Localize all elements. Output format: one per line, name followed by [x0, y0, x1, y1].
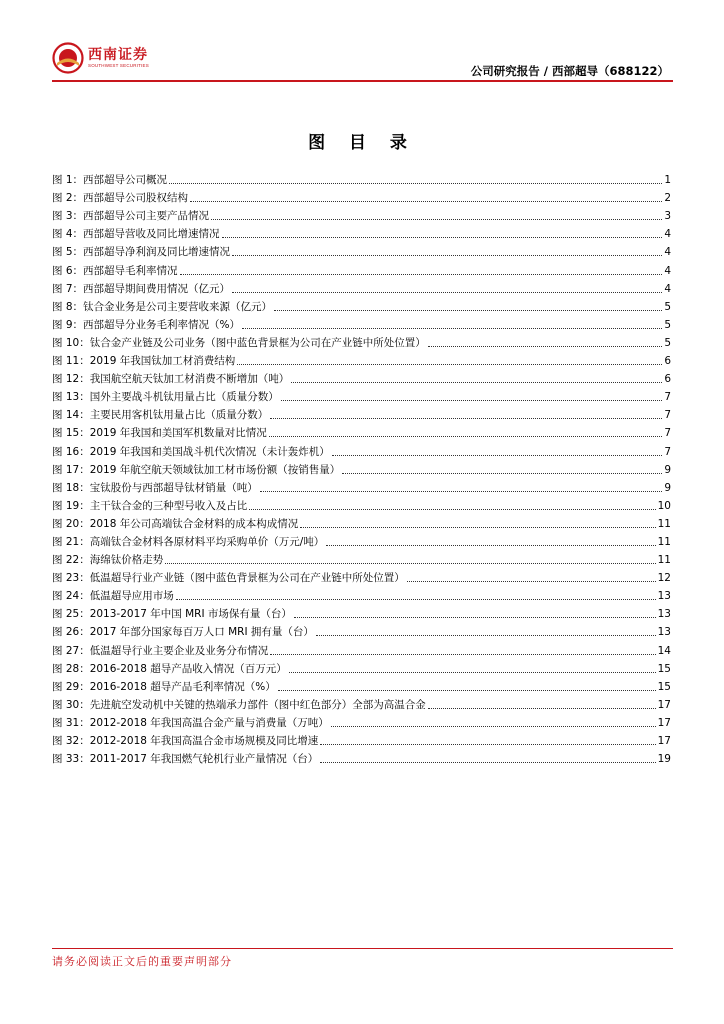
- toc-leader-dots: [180, 274, 663, 275]
- toc-entry-label: 图 27：低温超导行业主要企业及业务分布情况: [52, 644, 269, 657]
- toc-entry[interactable]: [52, 314, 671, 332]
- toc-leader-dots: [222, 237, 663, 238]
- toc-entry[interactable]: [52, 658, 671, 676]
- toc-entry-label: 图 29：2016-2018 超导产品毛利率情况（%）: [52, 680, 276, 693]
- toc-entry[interactable]: [52, 332, 671, 350]
- toc-entry-label: 图 26：2017 年部分国家每百万人口 MRI 拥有量（台）: [52, 626, 314, 639]
- toc-leader-dots: [407, 581, 656, 582]
- toc-entry[interactable]: [52, 296, 671, 314]
- toc-leader-dots: [270, 654, 655, 655]
- toc-entry-page: 19: [657, 753, 671, 766]
- toc-leader-dots: [242, 328, 662, 329]
- brand-name-cn: 西南证券: [88, 47, 148, 63]
- toc-entry[interactable]: [52, 621, 671, 639]
- toc-leader-dots: [176, 599, 656, 600]
- toc-leader-dots: [278, 690, 656, 691]
- toc-leader-dots: [428, 346, 663, 347]
- toc-entry[interactable]: [52, 459, 671, 477]
- toc-leader-dots: [169, 183, 662, 184]
- toc-entry-label: 图 3：西部超导公司主要产品情况: [52, 210, 210, 223]
- toc-leader-dots: [294, 617, 656, 618]
- toc-entry-page: 7: [664, 409, 671, 422]
- toc-entry-page: 4: [664, 282, 671, 295]
- toc-entry-label: 图 10：钛合金产业链及公司业务（图中蓝色背景框为公司在产业链中所处位置）: [52, 336, 426, 349]
- toc-entry[interactable]: [52, 169, 671, 187]
- toc-leader-dots: [232, 255, 662, 256]
- toc-leader-dots: [274, 310, 662, 311]
- toc-entry[interactable]: [52, 567, 671, 585]
- toc-entry-page: 5: [664, 336, 671, 349]
- toc-entry-label: 图 13：国外主要战斗机钛用量占比（质量分数）: [52, 391, 279, 404]
- toc-entry-page: 13: [657, 608, 671, 621]
- toc-leader-dots: [300, 527, 655, 528]
- toc-entry[interactable]: [52, 223, 671, 241]
- toc-entry-label: 图 31：2012-2018 年我国高温合金产量与消费量（万吨）: [52, 716, 329, 729]
- toc-entry[interactable]: [52, 422, 671, 440]
- toc-entry-label: 图 24：低温超导应用市场: [52, 590, 174, 603]
- toc-entry-label: 图 32：2012-2018 年我国高温合金市场规模及同比增速: [52, 735, 319, 747]
- toc-entry[interactable]: [52, 495, 671, 513]
- toc-leader-dots: [249, 509, 655, 510]
- toc-entry[interactable]: [52, 259, 671, 277]
- toc-entry-label: 图 11：2019 年我国钛加工材消费结构: [52, 355, 236, 368]
- toc-entry-label: 图 25：2013-2017 年中国 MRI 市场保有量（台）: [52, 608, 292, 621]
- toc-entry-page: 5: [664, 318, 671, 331]
- toc-entry-page: 11: [657, 554, 671, 567]
- toc-entry-label: 图 20：2018 年公司高端钛合金材料的成本构成情况: [52, 517, 299, 530]
- toc-entry-label: 图 8：钛合金业务是公司主要营收来源（亿元）: [52, 300, 273, 313]
- toc-entry-page: 9: [664, 463, 671, 476]
- toc-entry[interactable]: [52, 350, 671, 368]
- toc-entry-page: 7: [664, 427, 671, 440]
- toc-entry-label: 图 6：西部超导毛利率情况: [52, 264, 178, 277]
- footer-divider: [52, 948, 673, 949]
- toc-leader-dots: [270, 418, 662, 419]
- toc-entry-label: 图 2：西部超导公司股权结构: [52, 192, 189, 205]
- toc-entry-page: 9: [664, 481, 671, 494]
- toc-leader-dots: [331, 726, 656, 727]
- toc-entry[interactable]: [52, 440, 671, 458]
- toc-title: 图 目 录: [308, 133, 416, 153]
- toc-entry-page: 4: [664, 228, 671, 241]
- toc-leader-dots: [281, 400, 663, 401]
- toc-entry-label: 图 15：2019 年我国和美国军机数量对比情况: [52, 427, 267, 440]
- toc-entry-page: 13: [657, 590, 671, 603]
- toc-entry[interactable]: [52, 585, 671, 603]
- toc-leader-dots: [260, 491, 663, 492]
- toc-leader-dots: [326, 545, 655, 546]
- toc-entry-label: 图 33：2011-2017 年我国燃气轮机行业产量情况（台）: [52, 753, 319, 766]
- toc-leader-dots: [316, 635, 656, 636]
- toc-entry[interactable]: [52, 404, 671, 422]
- toc-entry-page: 15: [657, 662, 671, 675]
- toc-leader-dots: [428, 708, 656, 709]
- toc-entry-label: 图 4：西部超导营收及同比增速情况: [52, 228, 220, 241]
- toc-leader-dots: [232, 292, 662, 293]
- toc-leader-dots: [291, 382, 662, 383]
- toc-entry-page: 11: [657, 535, 671, 548]
- toc-leader-dots: [237, 364, 662, 365]
- toc-entry[interactable]: [52, 205, 671, 223]
- toc-entry-label: 图 7：西部超导期间费用情况（亿元）: [52, 282, 231, 295]
- toc-entry-page: 15: [657, 680, 671, 693]
- toc-entry[interactable]: [52, 694, 671, 712]
- toc-entry-label: 图 19：主干钛合金的三种型号收入及占比: [52, 499, 248, 512]
- toc-entry[interactable]: [52, 712, 671, 730]
- toc-entry[interactable]: [52, 730, 671, 748]
- toc-entry-label: 图 1：西部超导公司概况: [52, 174, 168, 187]
- toc-entry-page: 4: [664, 264, 671, 277]
- toc-entry[interactable]: [52, 278, 671, 296]
- toc-entry-label: 图 21：高端钛合金材料各原材料平均采购单价（万元/吨）: [52, 535, 325, 548]
- toc-entry[interactable]: [52, 603, 671, 621]
- toc-entry-page: 6: [664, 355, 671, 368]
- toc-entry-label: 图 12：我国航空航天钛加工材消费不断增加（吨）: [52, 373, 290, 386]
- toc-entry-page: 7: [664, 445, 671, 458]
- toc-entry-page: 12: [657, 572, 671, 585]
- header-divider: [52, 80, 673, 82]
- toc-entry-page: 13: [657, 626, 671, 639]
- toc-entry-page: 17: [657, 716, 671, 729]
- toc-entry[interactable]: [52, 513, 671, 531]
- toc-entry-page: 1: [664, 174, 671, 187]
- toc-leader-dots: [320, 744, 655, 745]
- toc-leader-dots: [190, 201, 662, 202]
- report-header-label: 公司研究报告 / 西部超导（688122）: [470, 64, 669, 78]
- toc-entry-label: 图 30：先进航空发动机中关键的热端承力部件（图中红色部分）全部为高温合金: [52, 698, 426, 711]
- toc-entry[interactable]: [52, 477, 671, 495]
- toc-entry[interactable]: [52, 748, 671, 766]
- table-of-figures: [52, 169, 671, 766]
- toc-entry-page: 10: [657, 499, 671, 512]
- toc-entry-page: 11: [657, 517, 671, 530]
- sun-ring-logo-icon: [52, 42, 84, 74]
- toc-entry-page: 3: [664, 210, 671, 223]
- toc-entry-page: 7: [664, 391, 671, 404]
- toc-entry-label: 图 9：西部超导分业务毛利率情况（%）: [52, 318, 240, 331]
- toc-entry-page: 6: [664, 373, 671, 386]
- toc-entry-label: 图 23：低温超导行业产业链（图中蓝色背景框为公司在产业链中所处位置）: [52, 572, 405, 585]
- toc-entry-label: 图 14：主要民用客机钛用量占比（质量分数）: [52, 409, 269, 422]
- toc-leader-dots: [332, 455, 663, 456]
- toc-entry[interactable]: [52, 368, 671, 386]
- toc-entry[interactable]: [52, 676, 671, 694]
- toc-entry-page: 5: [664, 300, 671, 313]
- toc-leader-dots: [269, 436, 663, 437]
- toc-entry-label: 图 22：海绵钛价格走势: [52, 554, 164, 567]
- brand-name-en: SOUTHWEST SECURITIES: [88, 63, 149, 68]
- toc-entry-label: 图 16：2019 年我国和美国战斗机代次情况（未计轰炸机）: [52, 445, 330, 458]
- toc-entry-label: 图 28：2016-2018 超导产品收入情况（百万元）: [52, 662, 287, 675]
- toc-entry-page: 2: [664, 192, 671, 205]
- toc-entry-label: 图 5：西部超导净利润及同比增速情况: [52, 246, 231, 259]
- toc-entry[interactable]: [52, 531, 671, 549]
- toc-leader-dots: [289, 672, 656, 673]
- toc-entry-label: 图 18：宝钛股份与西部超导钛材销量（吨）: [52, 481, 258, 494]
- toc-entry-page: 14: [657, 644, 671, 657]
- toc-entry-page: 4: [664, 246, 671, 259]
- toc-entry[interactable]: [52, 241, 671, 259]
- toc-leader-dots: [165, 563, 655, 564]
- toc-entry-page: 17: [657, 698, 671, 711]
- toc-entry[interactable]: [52, 639, 671, 657]
- toc-entry-page: 17: [657, 735, 671, 747]
- toc-leader-dots: [320, 762, 655, 763]
- toc-leader-dots: [211, 219, 662, 220]
- toc-entry-label: 图 17：2019 年航空航天领域钛加工材市场份额（按销售量）: [52, 463, 341, 476]
- toc-entry[interactable]: [52, 549, 671, 567]
- toc-entry[interactable]: [52, 187, 671, 205]
- toc-entry[interactable]: [52, 386, 671, 404]
- footer-disclaimer: 请务必阅读正文后的重要声明部分: [52, 955, 232, 968]
- toc-leader-dots: [342, 473, 662, 474]
